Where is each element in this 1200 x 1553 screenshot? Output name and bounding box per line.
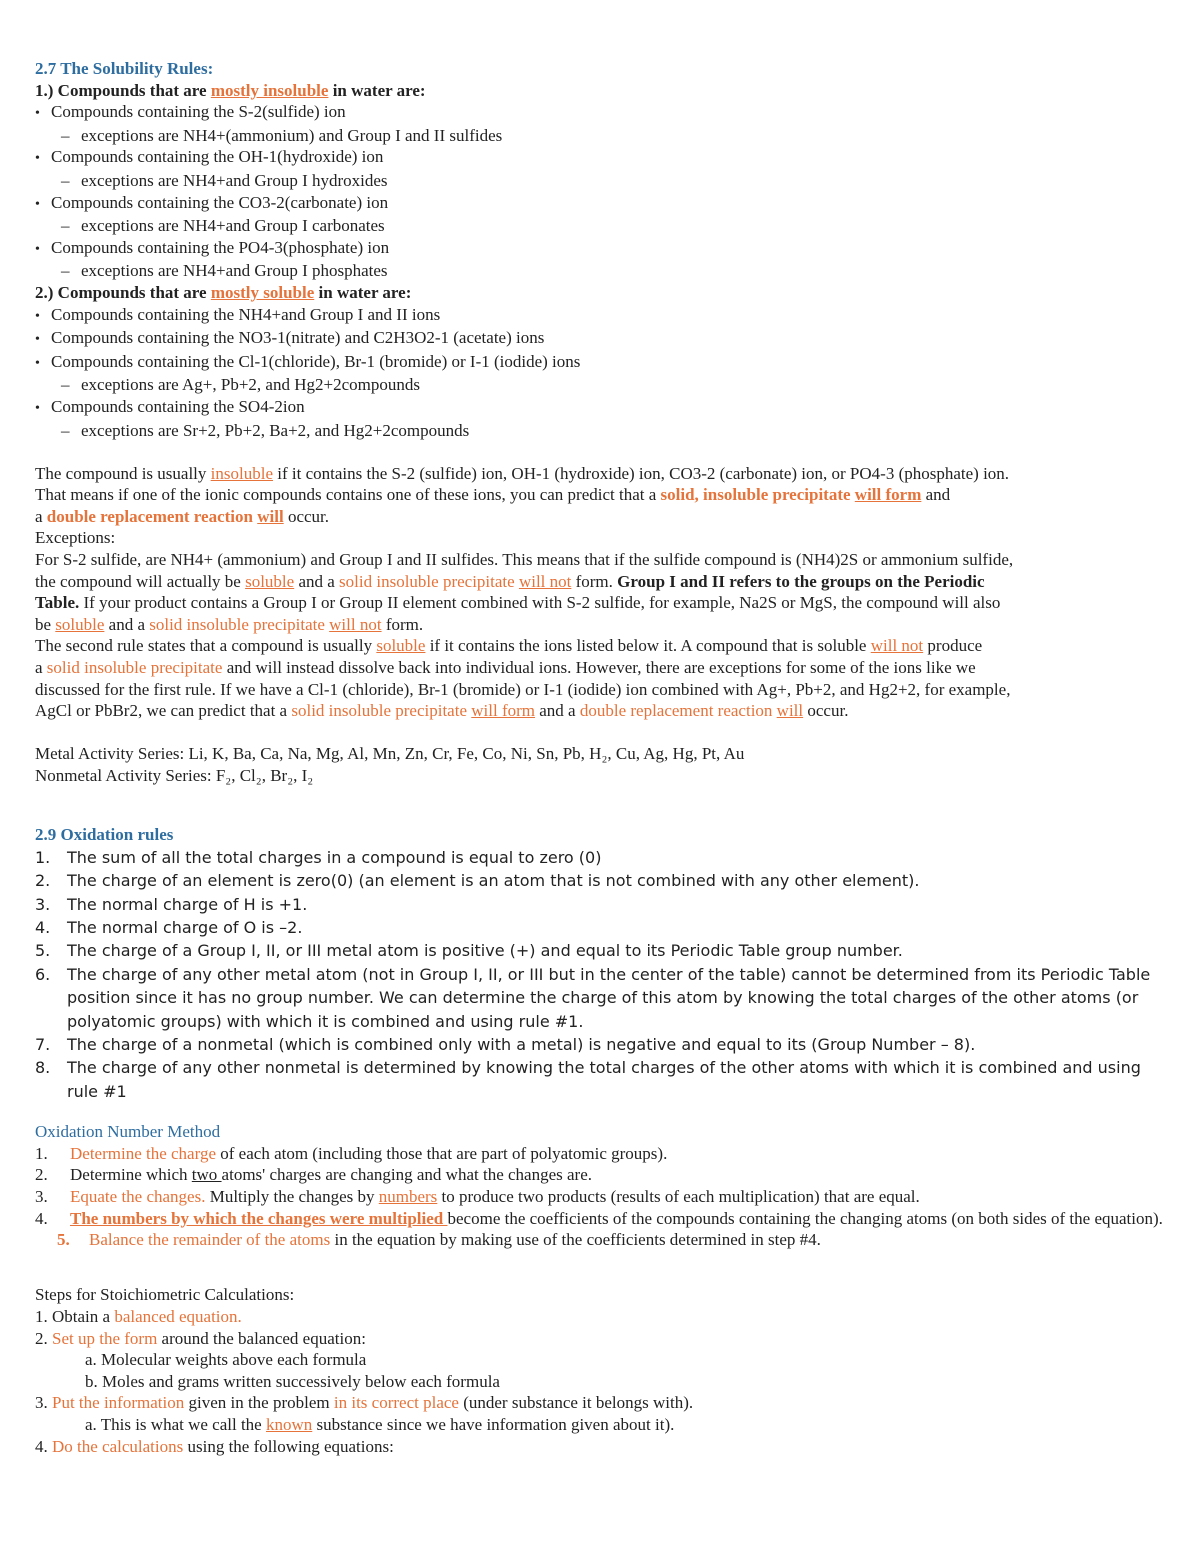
explain-line: That means if one of the ionic compounds contains one of these ions, you can predict that a solid, insoluble precipitate will form and (35, 485, 951, 505)
list-item: 2. Set up the form around the balanced equation: (35, 1328, 366, 1348)
exceptions-label: Exceptions: (35, 528, 116, 548)
list-item: 4. The normal charge of O is –2. (35, 918, 303, 937)
list-item: 1. The sum of all the total charges in a compound is equal to zero (0) (35, 847, 602, 867)
metal-activity-series: Metal Activity Series: Li, K, Ba, Ca, Na, Mg, Al, Mn, Zn, Cr, Fe, Co, Ni, Sn, Pb, H₂, Cu, Ag, Hg, Pt, Au (35, 744, 745, 764)
list-item: 3. Put the information given in the problem in its correct place (under substance it belongs with). (35, 1393, 694, 1413)
list-item: 8. The charge of any other nonmetal is determined by knowing the total charges of the other atoms with which it is combined and using rule #1 (35, 1058, 1141, 1101)
list-item: 4. Do the calculations using the following equations: (35, 1436, 394, 1456)
list-item: • Compounds containing the PO4-3(phosphate) ion (35, 237, 1170, 261)
list-subitem: b. Moles and grams written successively below each formula (85, 1371, 500, 1391)
list-item-exception: – exceptions are Ag+, Pb+2, and Hg2+2compounds (35, 374, 1170, 396)
list-item-exception: – exceptions are Sr+2, Pb+2, Ba+2, and Hg2+2compounds (35, 420, 1170, 442)
list-item: 1. Determine the charge of each atom (including those that are part of polyatomic groups). (35, 1143, 668, 1163)
explain-line: the compound will actually be soluble and a solid insoluble precipitate will not form. Group I and II refers to the groups on the Periodic (35, 571, 985, 591)
list-item: 3. The normal charge of H is +1. (35, 894, 308, 914)
list-item: 4. The numbers by which the changes were multiplied become the coefficients of the compounds containing the changing atoms (on both sides of the equation). (35, 1208, 1163, 1228)
list-item-exception: – exceptions are NH4+and Group I carbonates (35, 215, 1170, 237)
explain-line: Table. If your product contains a Group I or Group II element combined with S-2 sulfide, for example, Na2S or MgS, the compound will also (35, 593, 1001, 613)
list-item: • Compounds containing the CO3-2(carbonate) ion (35, 192, 1170, 216)
list-item: 5. Balance the remainder of the atoms in the equation by making use of the coefficients determined in step #4. (57, 1230, 821, 1250)
list-item: 6. The charge of any other metal atom (not in Group I, II, or III but in the center of the table) cannot be determined from its Periodic Table position since it has no group number. We can determine the charge of this atom by knowing the total charges of the other atoms (or polyatomic groups) with which it is combined and using rule #1. (35, 964, 1151, 1031)
solubility-heading: 2.7 The Solubility Rules: (35, 59, 214, 78)
list-item: • Compounds containing the NH4+and Group I and II ions (35, 304, 1170, 328)
explain-line: a solid insoluble precipitate and will instead dissolve back into individual ions. However, there are exceptions for some of the ions like we (35, 658, 976, 678)
list-item: 2. Determine which two atoms' charges are changing and what the changes are. (35, 1165, 593, 1185)
explain-line: The second rule states that a compound is usually soluble if it contains the ions listed below it. A compound that is soluble will not produce (35, 636, 983, 656)
list-item: • Compounds containing the SO4-2ion (35, 396, 1170, 420)
list-item: 1. Obtain a balanced equation. (35, 1307, 242, 1326)
stoich-heading: Steps for Stoichiometric Calculations: (35, 1285, 295, 1305)
nonmetal-activity-series: Nonmetal Activity Series: F₂, Cl₂, Br₂, I₂ (35, 766, 314, 785)
explain-line: a double replacement reaction will occur. (35, 506, 330, 526)
explain-line: discussed for the first rule. If we have a Cl-1 (chloride), Br-1 (bromide) or I-1 (iodide) ion combined with Ag+, Pb+2, and Hg2+2, for example, (35, 679, 1011, 699)
oxidation-heading: 2.9 Oxidation rules (35, 825, 174, 845)
list-item-exception: – exceptions are NH4+and Group I phosphates (35, 260, 1170, 282)
list-item: • Compounds containing the OH-1(hydroxide) ion (35, 146, 1170, 170)
explain-line: AgCl or PbBr2, we can predict that a solid insoluble precipitate will form and a double replacement reaction will occur. (35, 701, 849, 721)
list-item: • Compounds containing the S-2(sulfide) ion (35, 101, 1170, 125)
document-page (35, 58, 1170, 1457)
list-item: 5. The charge of a Group I, II, or III metal atom is positive (+) and equal to its Periodic Table group number. (35, 941, 903, 961)
onm-heading: Oxidation Number Method (35, 1122, 221, 1142)
rule2-heading: 2.) Compounds that are mostly soluble in water are: (35, 282, 412, 302)
explain-line: The compound is usually insoluble if it contains the S-2 (sulfide) ion, OH-1 (hydroxide) ion, CO3-2 (carbonate) ion, or PO4-3 (phosphate) ion. (35, 463, 1010, 483)
list-item-exception: – exceptions are NH4+and Group I hydroxides (35, 170, 1170, 192)
list-subitem: a. This is what we call the known substance since we have information given about it). (85, 1414, 675, 1434)
list-subitem: a. Molecular weights above each formula (85, 1350, 367, 1370)
rule1-heading: 1.) Compounds that are mostly insoluble in water are: (35, 80, 426, 100)
list-item-exception: – exceptions are NH4+(ammonium) and Group I and II sulfides (35, 125, 1170, 147)
explain-line: For S-2 sulfide, are NH4+ (ammonium) and Group I and II sulfides. This means that if the sulfide compound is (NH4)2S or ammonium sulfide, (35, 550, 1014, 570)
list-item: 2. The charge of an element is zero(0) (an element is an atom that is not combined with any other element). (35, 871, 920, 891)
list-item: 7. The charge of a nonmetal (which is combined only with a metal) is negative and equal to its (Group Number – 8). (35, 1035, 976, 1055)
list-item: • Compounds containing the NO3-1(nitrate) and C2H3O2-1 (acetate) ions (35, 327, 1170, 351)
list-item: 3. Equate the changes. Multiply the changes by numbers to produce two products (results of each multiplication) that are equal. (35, 1187, 920, 1207)
oxidation-rules-list (35, 846, 1170, 1103)
list-item: • Compounds containing the Cl-1(chloride), Br-1 (bromide) or I-1 (iodide) ions (35, 351, 1170, 375)
explain-line: be soluble and a solid insoluble precipitate will not form. (35, 614, 424, 634)
